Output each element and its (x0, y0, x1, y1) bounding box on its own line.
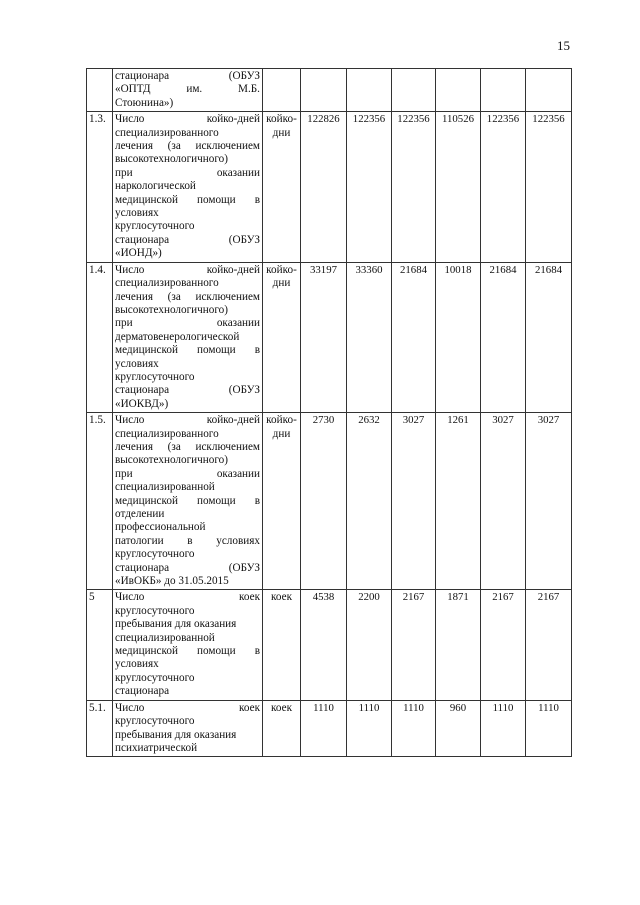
description-word: койко-дней (206, 113, 260, 126)
description-line (115, 194, 260, 207)
description-word: (ОБУЗ (228, 233, 260, 246)
value-cell: 21684 (481, 262, 526, 412)
unit-line: коек (271, 591, 292, 604)
description-word: койко-дней (206, 263, 260, 276)
row-number-cell (87, 69, 113, 112)
description-word: при (115, 317, 133, 330)
description-word: медицинской (115, 344, 178, 357)
description-line: круглосуточного (115, 548, 195, 561)
description-word: оказании (216, 467, 260, 480)
value-cell: 3027 (392, 413, 436, 590)
description-word: коек (239, 701, 260, 714)
value-cell: 122356 (392, 112, 436, 262)
description-word: условиях (216, 534, 260, 547)
value-cell (436, 69, 481, 112)
description-line: условиях (115, 357, 159, 370)
description-line (115, 495, 260, 508)
value-cell: 10018 (436, 262, 481, 412)
description-word: Число (115, 263, 145, 276)
table-row (87, 262, 572, 412)
description-cell (113, 413, 263, 590)
unit-cell (263, 112, 301, 262)
row-number-cell: 1.5. (87, 413, 113, 590)
description-cell (113, 590, 263, 700)
value-cell: 2730 (301, 413, 347, 590)
value-cell: 122356 (481, 112, 526, 262)
description-line (115, 70, 260, 83)
description-line: специализированного (115, 277, 219, 290)
description-word: (ОБУЗ (228, 384, 260, 397)
value-cell (481, 69, 526, 112)
description-word: стационара (115, 561, 170, 574)
description-line (115, 562, 260, 575)
description-line (115, 414, 260, 427)
value-cell: 1110 (392, 700, 436, 757)
table-row (87, 700, 572, 757)
value-cell: 1110 (301, 700, 347, 757)
row-number-cell: 5.1. (87, 700, 113, 757)
table-row (87, 590, 572, 700)
description-word: помощи (197, 193, 236, 206)
description-word: им. (186, 83, 203, 96)
value-cell: 21684 (526, 262, 572, 412)
description-line (115, 264, 260, 277)
row-number-cell: 5 (87, 590, 113, 700)
unit-line: коек (271, 701, 292, 714)
value-cell: 4538 (301, 590, 347, 700)
description-word: (за (167, 290, 181, 303)
description-line (115, 113, 260, 126)
description-word: помощи (197, 645, 236, 658)
description-line: специализированной (115, 481, 215, 494)
description-word: в (254, 494, 260, 507)
value-cell: 21684 (392, 262, 436, 412)
description-line (115, 535, 260, 548)
unit-cell (263, 413, 301, 590)
description-line: высокотехнологичного) (115, 153, 228, 166)
description-word: медицинской (115, 193, 178, 206)
description-word: лечения (115, 140, 153, 153)
description-word: при (115, 166, 133, 179)
description-word: в (254, 645, 260, 658)
description-line: круглосуточного (115, 715, 195, 728)
description-word: (за (167, 440, 181, 453)
description-word: оказании (216, 166, 260, 179)
description-word: лечения (115, 440, 153, 453)
description-word: Число (115, 591, 145, 604)
value-cell: 33360 (347, 262, 392, 412)
value-cell (392, 69, 436, 112)
description-line (115, 291, 260, 304)
description-word: (за (167, 140, 181, 153)
description-word: стационара (115, 70, 170, 82)
description-line: «ИОКВД») (115, 397, 169, 410)
description-word: Число (115, 414, 145, 427)
description-word: (ОБУЗ (228, 70, 260, 82)
unit-cell (263, 700, 301, 757)
description-word: помощи (197, 494, 236, 507)
description-word: койко-дней (206, 414, 260, 427)
description-word: помощи (197, 344, 236, 357)
description-line: специализированного (115, 126, 219, 139)
unit-line: дни (272, 126, 291, 139)
value-cell: 110526 (436, 112, 481, 262)
description-line: круглосуточного (115, 220, 195, 233)
description-line (115, 83, 260, 96)
description-word: исключением (195, 440, 260, 453)
value-cell: 1871 (436, 590, 481, 700)
description-word: стационара (115, 233, 170, 246)
description-line: «ИвОКБ» до 31.05.2015 (115, 575, 229, 588)
description-word: в (254, 344, 260, 357)
description-word: «ОПТД (115, 83, 151, 96)
description-word: патологии (115, 534, 164, 547)
description-line (115, 468, 260, 481)
description-word: М.Б. (238, 83, 260, 96)
value-cell: 122356 (347, 112, 392, 262)
description-cell (113, 700, 263, 757)
value-cell (301, 69, 347, 112)
description-line: отделении (115, 508, 165, 520)
unit-line: дни (272, 427, 291, 440)
description-line (115, 140, 260, 153)
value-cell: 1110 (526, 700, 572, 757)
table-row (87, 413, 572, 590)
description-cell (113, 69, 263, 112)
unit-cell (263, 590, 301, 700)
description-cell (113, 262, 263, 412)
description-word: (ОБУЗ (228, 561, 260, 574)
value-cell: 33197 (301, 262, 347, 412)
value-cell: 2167 (392, 590, 436, 700)
description-word: исключением (195, 140, 260, 153)
description-word: исключением (195, 290, 260, 303)
description-line: специализированной (115, 631, 215, 644)
table-row (87, 112, 572, 262)
description-line (115, 384, 260, 397)
value-cell: 2167 (526, 590, 572, 700)
unit-cell (263, 69, 301, 112)
row-number-cell: 1.4. (87, 262, 113, 412)
description-line: «ИОНД») (115, 247, 162, 260)
description-word: лечения (115, 290, 153, 303)
description-line (115, 234, 260, 247)
description-line: условиях (115, 207, 159, 220)
value-cell: 1261 (436, 413, 481, 590)
description-word: в (187, 534, 193, 547)
indicator-table (86, 68, 572, 757)
unit-line: койко- (266, 113, 297, 126)
value-cell: 122356 (526, 112, 572, 262)
description-line: дерматовенерологической (115, 330, 240, 343)
description-word: Число (115, 113, 145, 126)
description-word: в (254, 193, 260, 206)
description-line: специализированного (115, 427, 219, 440)
unit-line: койко- (266, 414, 297, 427)
description-word: оказании (216, 317, 260, 330)
description-line: Стоюнина») (115, 96, 174, 109)
unit-cell (263, 262, 301, 412)
table-body (87, 69, 572, 757)
unit-line: дни (272, 277, 291, 290)
description-word: Число (115, 701, 145, 714)
description-line: психиатрической (115, 741, 198, 754)
description-line (115, 167, 260, 180)
description-line: высокотехнологичного) (115, 454, 228, 467)
description-line: условиях (115, 658, 159, 671)
description-line: круглосуточного (115, 671, 195, 684)
description-line (115, 645, 260, 658)
description-word: коек (239, 591, 260, 604)
value-cell: 3027 (481, 413, 526, 590)
value-cell (347, 69, 392, 112)
value-cell: 1110 (481, 700, 526, 757)
value-cell: 960 (436, 700, 481, 757)
description-line (115, 591, 260, 604)
description-word: при (115, 467, 133, 480)
description-line (115, 702, 260, 715)
value-cell: 2632 (347, 413, 392, 590)
description-line: высокотехнологичного) (115, 303, 228, 316)
description-word: медицинской (115, 494, 178, 507)
table-row (87, 69, 572, 112)
row-number-cell: 1.3. (87, 112, 113, 262)
value-cell: 2200 (347, 590, 392, 700)
page-number: 15 (557, 38, 570, 53)
value-cell (526, 69, 572, 112)
description-line: круглосуточного (115, 604, 195, 617)
description-line (115, 317, 260, 330)
description-line (115, 344, 260, 357)
value-cell: 1110 (347, 700, 392, 757)
description-line: пребывания для оказания (115, 728, 237, 741)
description-line (115, 441, 260, 454)
description-word: стационара (115, 384, 170, 397)
unit-line: койко- (266, 263, 297, 276)
description-line: профессиональной (115, 521, 206, 534)
description-line: круглосуточного (115, 370, 195, 383)
description-line: наркологической (115, 180, 196, 193)
value-cell: 2167 (481, 590, 526, 700)
description-line: стационара (115, 685, 170, 698)
description-word: медицинской (115, 645, 178, 658)
description-line: пребывания для оказания (115, 618, 237, 631)
value-cell: 3027 (526, 413, 572, 590)
value-cell: 122826 (301, 112, 347, 262)
description-cell (113, 112, 263, 262)
